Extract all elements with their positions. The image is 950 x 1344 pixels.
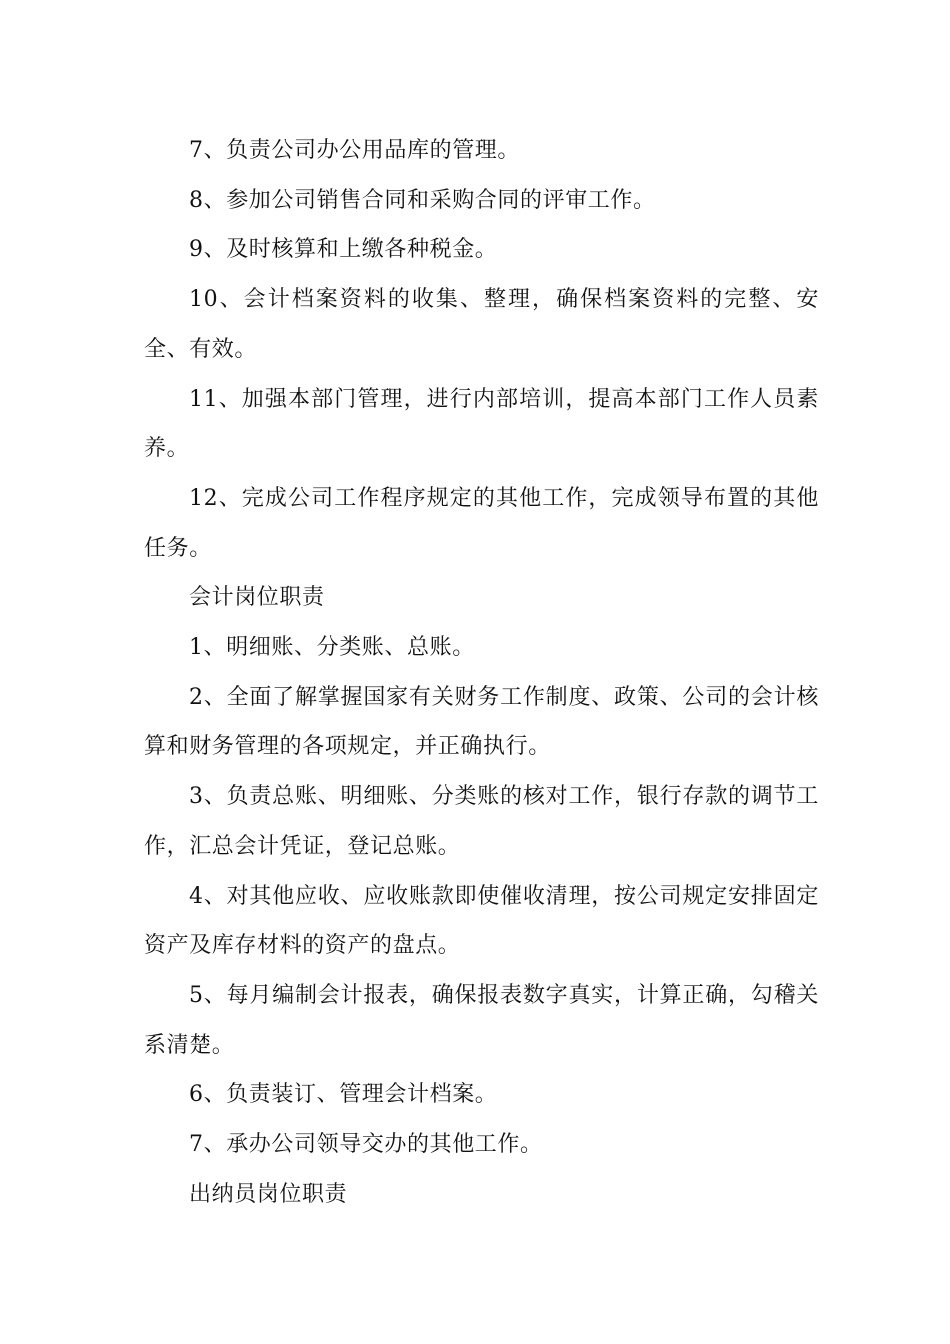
paragraph-accountant-1: 1、明细账、分类账、总账。 (189, 635, 475, 661)
paragraph-accountant-2: 2、全面了解掌握国家有关财务工作制度、政策、公司的会计核算和财务管理的各项规定，并正确执行。 (144, 684, 819, 760)
paragraph-duty-9: 9、及时核算和上缴各种税金。 (189, 237, 498, 263)
paragraph-duty-12: 12、完成公司工作程序规定的其他工作，完成领导布置的其他任务。 (144, 485, 819, 561)
paragraph-duty-7: 7、负责公司办公用品库的管理。 (189, 138, 520, 163)
paragraph-accountant-7: 7、承办公司领导交办的其他工作。 (189, 1132, 543, 1158)
section-heading-cashier: 出纳员岗位职责 (189, 1181, 348, 1207)
document-body (144, 126, 819, 1219)
paragraph-accountant-5: 5、每月编制会计报表，确保报表数字真实，计算正确，勾稽关系清楚。 (144, 982, 819, 1058)
paragraph-accountant-4: 4、对其他应收、应收账款即使催收清理，按公司规定安排固定资产及库存材料的资产的盘点。 (144, 883, 819, 959)
paragraph-accountant-6: 6、负责装订、管理会计档案。 (189, 1082, 498, 1108)
paragraph-duty-10: 10、会计档案资料的收集、整理，确保档案资料的完整、安全、有效。 (144, 287, 819, 362)
paragraph-duty-8: 8、参加公司销售合同和采购合同的评审工作。 (189, 187, 656, 213)
paragraph-accountant-3: 3、负责总账、明细账、分类账的核对工作，银行存款的调节工作，汇总会计凭证，登记总账。 (144, 784, 819, 859)
paragraph-duty-11: 11、加强本部门管理，进行内部培训，提高本部门工作人员素养。 (144, 386, 819, 462)
section-heading-accountant: 会计岗位职责 (189, 585, 325, 611)
